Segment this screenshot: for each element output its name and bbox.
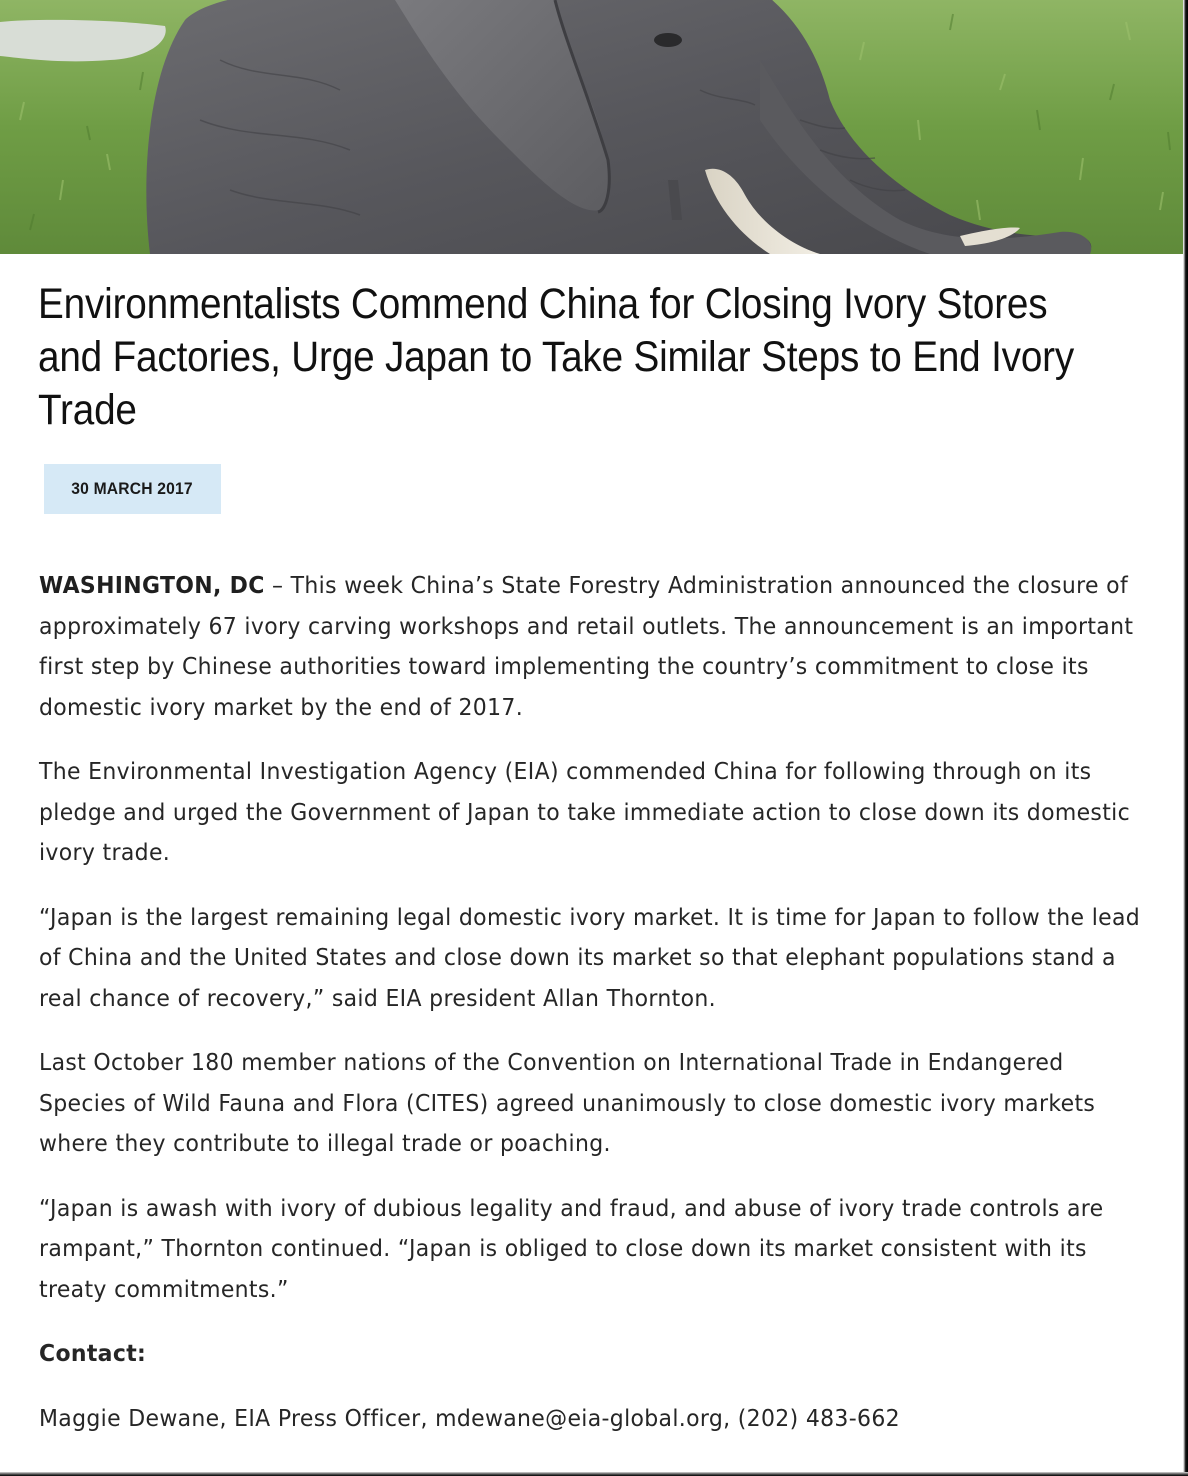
article-body <box>39 566 1149 1463</box>
window-edge-bottom <box>0 1472 1188 1476</box>
contact-line: Maggie Dewane, EIA Press Officer, mdewane@eia-global.org, (202) 483-662 <box>39 1405 900 1432</box>
dateline: WASHINGTON, DC <box>39 573 265 599</box>
dateline-separator: – <box>264 573 291 599</box>
elephant-photo <box>0 0 1184 254</box>
date-badge <box>44 464 221 514</box>
paragraph-1 <box>39 566 1147 728</box>
paragraph-5: “Japan is awash with ivory of dubious legality and fraud, and abuse of ivory trade controls are rampant,” Thornton continued. “Japan is obliged to close down its market consistent with its treaty commitments.” <box>39 1195 1104 1303</box>
paragraph-3: “Japan is the largest remaining legal domestic ivory market. It is time for Japan to follow the lead of China and the United States and close down its market so that elephant populations stand a real chance of recovery,” said EIA president Allan Thornton. <box>39 904 1141 1012</box>
title-line-2: and Factories, Urge Japan to Take Similar Steps to End Ivory <box>38 333 1075 381</box>
hero-image <box>0 0 1184 254</box>
date-label: 30 MARCH 2017 <box>71 479 194 498</box>
paragraph-1-text: This week China’s State Forestry Administration announced the closure of approximately 67 ivory carving workshops and retail outlets. The announcement is an important first step by Chinese authorities toward implementing the country’s commitment to close its domestic ivory market by the end of 2017. <box>39 573 1134 721</box>
paragraph-2: The Environmental Investigation Agency (EIA) commended China for following through on its pledge and urged the Government of Japan to take immediate action to close down its domestic ivory trade. <box>39 759 1130 866</box>
paragraph-4: Last October 180 member nations of the Convention on International Trade in Endangered Species of Wild Fauna and Flora (CITES) agreed unanimously to close domestic ivory markets where they contribute to illegal trade or poaching. <box>39 1050 1096 1157</box>
page-title <box>38 278 1118 437</box>
title-line-1: Environmentalists Commend China for Closing Ivory Stores <box>38 280 1048 328</box>
contact-heading: Contact: <box>39 1341 147 1367</box>
window-edge-right <box>1183 0 1188 1476</box>
title-line-3: Trade <box>38 386 137 434</box>
